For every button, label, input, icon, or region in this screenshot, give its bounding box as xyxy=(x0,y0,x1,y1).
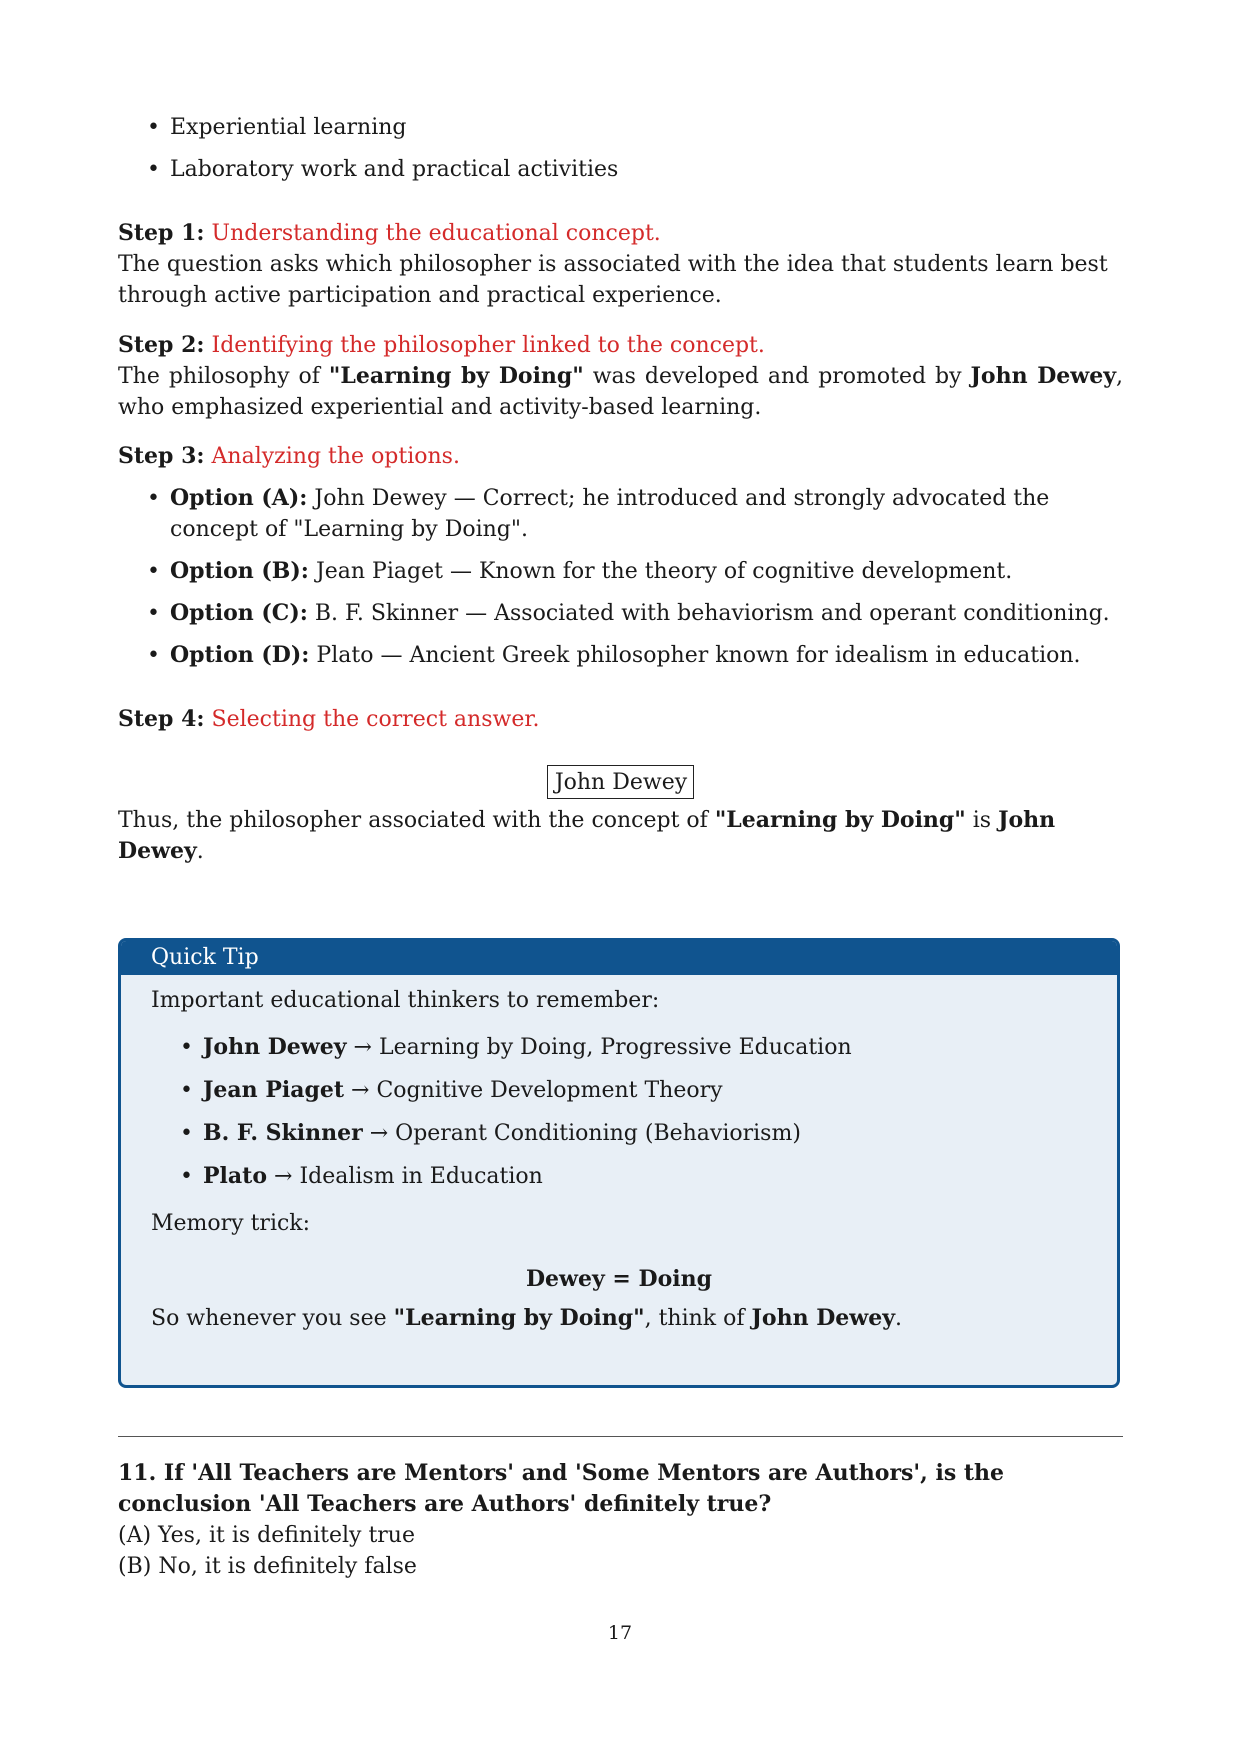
option-item xyxy=(118,598,1123,629)
step-2 xyxy=(118,330,1123,423)
quick-tip-box xyxy=(118,938,1120,1388)
answer-box: John Dewey xyxy=(547,765,694,799)
thinker-name: Plato xyxy=(203,1163,267,1189)
step-1 xyxy=(118,218,1123,311)
option-text: John Dewey — Correct; he introduced and strongly advocated the concept of "Learning by Doing". xyxy=(170,486,1050,542)
bold-name: John Dewey xyxy=(970,363,1117,389)
conclusion-text xyxy=(118,805,1123,867)
bullet-icon: • xyxy=(147,601,160,626)
quick-tip-body xyxy=(121,975,1117,1334)
arrow-icon: → xyxy=(274,1164,293,1189)
bold-term: "Learning by Doing" xyxy=(393,1305,645,1331)
arrow-icon: → xyxy=(369,1121,389,1146)
option-label: Option (D): xyxy=(170,642,310,668)
step-text xyxy=(118,361,1123,423)
bullet-icon: • xyxy=(180,1078,193,1103)
thinker-name: B. F. Skinner xyxy=(203,1120,363,1146)
thinker-desc: Operant Conditioning (Behaviorism) xyxy=(395,1121,801,1146)
text-run: was developed and promoted by xyxy=(583,364,971,389)
text-run: So whenever you see xyxy=(151,1306,394,1331)
bold-term: "Learning by Doing" xyxy=(714,807,966,833)
option-label: Option (B): xyxy=(170,558,309,584)
bold-term: "Learning by Doing" xyxy=(328,363,584,389)
option-item xyxy=(118,483,1123,545)
list-item xyxy=(151,1161,1087,1192)
tip-intro: Important educational thinkers to remember: xyxy=(151,988,660,1013)
option-text: Plato — Ancient Greek philosopher known for idealism in education. xyxy=(316,643,1081,668)
option-label: Option (C): xyxy=(170,600,308,626)
arrow-icon: → xyxy=(351,1078,370,1103)
memory-label: Memory trick: xyxy=(151,1211,311,1236)
thinker-desc: Cognitive Development Theory xyxy=(376,1078,723,1103)
solution-content xyxy=(118,112,1123,867)
step-label: Step 3: xyxy=(118,443,205,469)
option-item xyxy=(118,556,1123,587)
thinker-name: Jean Piaget xyxy=(203,1077,345,1103)
question-text: 11. If 'All Teachers are Mentors' and 'Some Mentors are Authors', is the conclusion 'All Teachers are Authors' definitely true? xyxy=(118,1460,1005,1517)
text-run: . xyxy=(895,1306,903,1331)
list-item xyxy=(118,154,1123,185)
list-item xyxy=(151,1075,1087,1106)
bullet-text: Laboratory work and practical activities xyxy=(170,157,619,182)
list-item xyxy=(118,112,1123,143)
arrow-icon: → xyxy=(353,1035,372,1060)
tip-closing xyxy=(151,1303,1087,1334)
option-label: Option (A): xyxy=(170,485,308,511)
bullet-icon: • xyxy=(147,643,160,668)
option-text: Jean Piaget — Known for the theory of cognitive development. xyxy=(315,559,1013,584)
step-title: Understanding the educational concept. xyxy=(211,221,661,246)
bullet-icon: • xyxy=(147,486,160,511)
thinker-desc: Idealism in Education xyxy=(299,1164,543,1189)
quick-tip-title: Quick Tip xyxy=(121,941,1117,975)
text-run: is xyxy=(965,808,999,833)
option-item xyxy=(118,640,1123,671)
thinker-desc: Learning by Doing, Progressive Education xyxy=(378,1035,852,1060)
step-title: Selecting the correct answer. xyxy=(211,707,540,732)
page-number: 17 xyxy=(607,1622,633,1644)
bold-name: John Dewey xyxy=(118,807,1056,864)
step-label: Step 4: xyxy=(118,706,205,732)
bullet-icon: • xyxy=(180,1035,193,1060)
text-run: , who emphasized experiential and activity-based learning. xyxy=(118,364,1124,420)
step-label: Step 2: xyxy=(118,332,205,358)
section-divider xyxy=(118,1436,1123,1437)
text-run: . xyxy=(196,839,204,864)
step-title: Analyzing the options. xyxy=(211,444,460,469)
step-title: Identifying the philosopher linked to the concept. xyxy=(211,333,765,358)
question-option: (B) No, it is definitely false xyxy=(118,1554,417,1579)
bullet-icon: • xyxy=(180,1121,193,1146)
bullet-icon: • xyxy=(147,157,160,182)
bullet-icon: • xyxy=(147,115,160,140)
question-11 xyxy=(118,1458,1123,1582)
step-text: The question asks which philosopher is associated with the idea that students learn best through active participation and practical experience. xyxy=(118,252,1108,308)
question-option: (A) Yes, it is definitely true xyxy=(118,1523,415,1548)
step-4 xyxy=(118,704,1123,867)
step-3 xyxy=(118,441,1123,671)
list-item xyxy=(151,1032,1087,1063)
list-item xyxy=(151,1118,1087,1149)
bullet-text: Experiential learning xyxy=(170,115,407,140)
bullet-icon: • xyxy=(147,559,160,584)
step-label: Step 1: xyxy=(118,220,205,246)
bold-name: John Dewey xyxy=(751,1305,896,1331)
thinker-name: John Dewey xyxy=(203,1034,347,1060)
option-text: B. F. Skinner — Associated with behaviorism and operant conditioning. xyxy=(314,601,1110,626)
bullet-icon: • xyxy=(180,1164,193,1189)
memory-equation: Dewey = Doing xyxy=(525,1266,713,1292)
text-run: The philosophy of xyxy=(118,364,329,389)
text-run: Thus, the philosopher associated with the concept of xyxy=(118,808,715,833)
text-run: , think of xyxy=(644,1306,752,1331)
